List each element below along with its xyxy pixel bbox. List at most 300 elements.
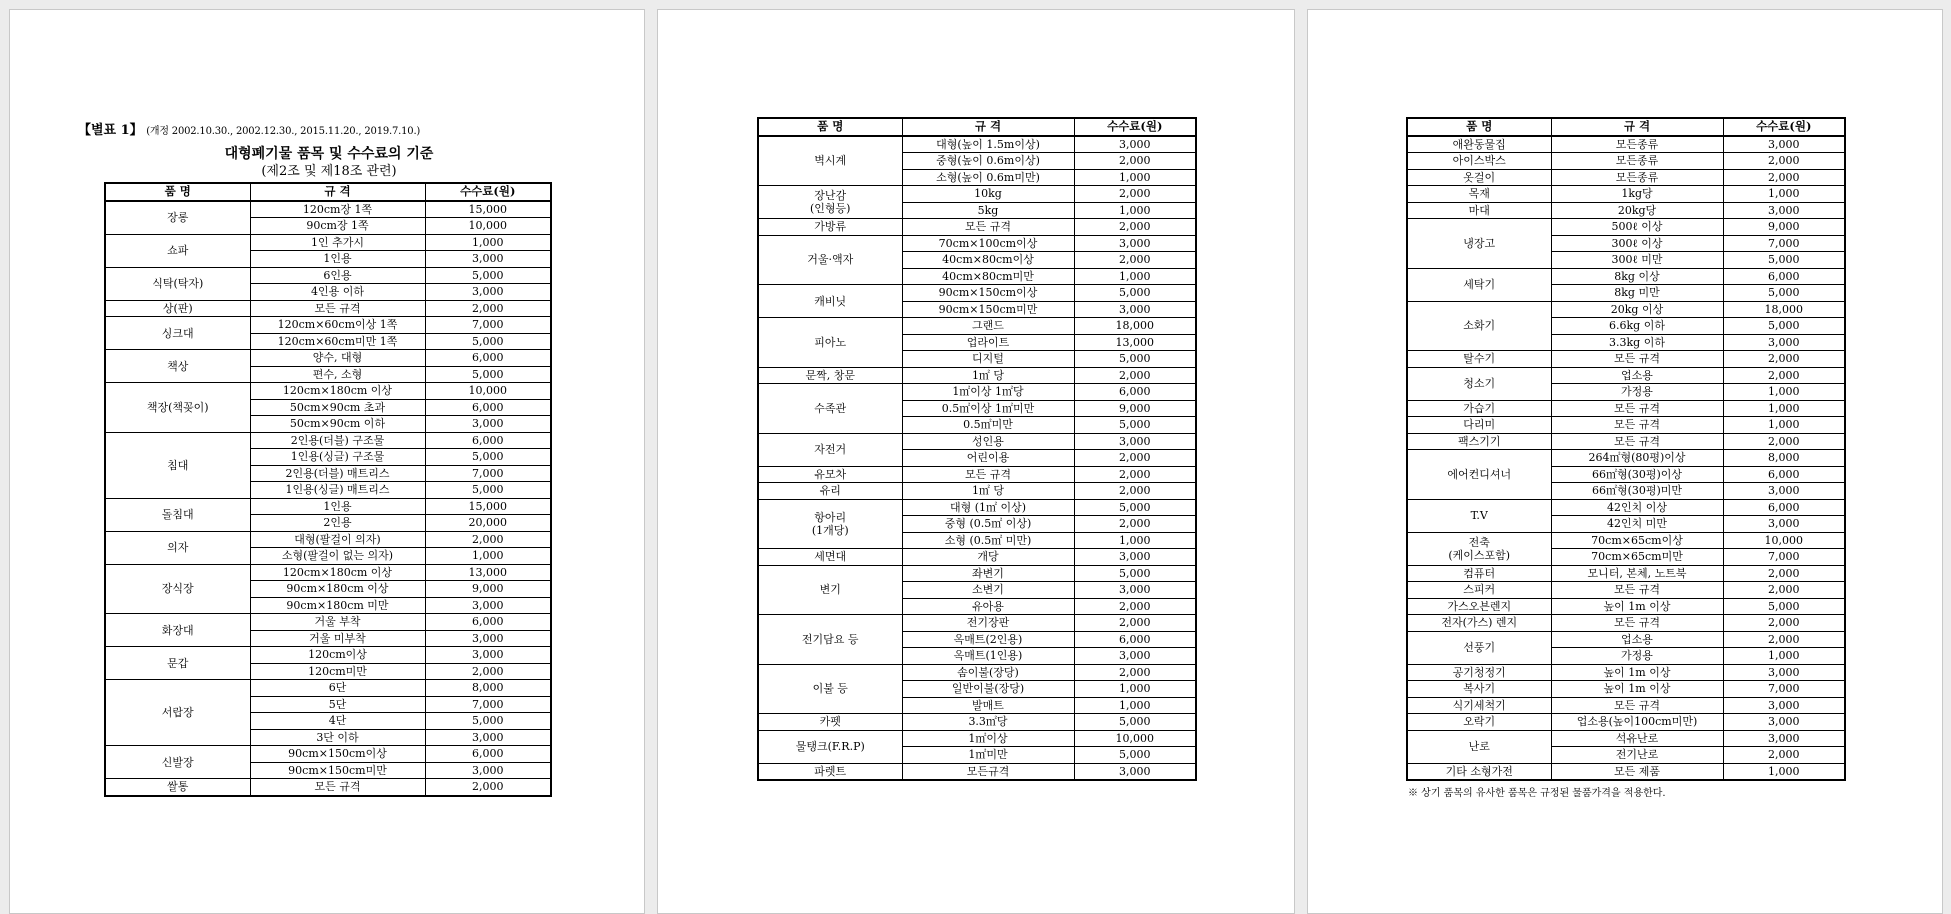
fee-cell: 8,000 (1723, 450, 1845, 467)
fee-cell: 6,000 (425, 432, 551, 449)
spec-cell: 42인치 이상 (1551, 499, 1723, 516)
table-row (1407, 268, 1845, 285)
spec-cell: 40cm×80cm이상 (902, 252, 1074, 269)
spec-cell: 66㎡형(30평)이상 (1551, 466, 1723, 483)
item-name-cell: 벽시계 (758, 136, 902, 186)
table-row (758, 318, 1196, 335)
fee-cell: 2,000 (1074, 664, 1196, 681)
document-page-3 (1307, 9, 1943, 914)
fee-cell: 5,000 (425, 267, 551, 284)
item-name-cell: 옷걸이 (1407, 169, 1551, 186)
table-row (105, 498, 551, 515)
fee-cell: 5,000 (1723, 252, 1845, 269)
fee-cell: 1,000 (1074, 202, 1196, 219)
fee-cell: 2,000 (425, 300, 551, 317)
table-row (1407, 219, 1845, 236)
spec-cell: 120cm미만 (250, 663, 425, 680)
fee-cell: 2,000 (1723, 582, 1845, 599)
table-row (1407, 499, 1845, 516)
header-item: 품 명 (1407, 118, 1551, 136)
document-subtitle: (제2조 및 제18조 관련) (261, 164, 397, 179)
spec-cell: 1㎡미만 (902, 747, 1074, 764)
spec-cell: 1인용(싱글) 매트리스 (250, 482, 425, 499)
fee-cell: 2,000 (425, 663, 551, 680)
table-row (758, 549, 1196, 566)
spec-cell: 70cm×65cm이상 (1551, 532, 1723, 549)
fee-cell: 3,000 (1723, 483, 1845, 500)
item-name-cell: 장롱 (105, 201, 250, 235)
spec-cell: 유아용 (902, 598, 1074, 615)
spec-cell: 모든 규격 (250, 300, 425, 317)
item-name-cell: 복사기 (1407, 681, 1551, 698)
table-row (1407, 367, 1845, 384)
spec-cell: 모든 규격 (1551, 351, 1723, 368)
table-header-row (758, 118, 1196, 136)
fee-cell: 5,000 (425, 449, 551, 466)
spec-cell: 모든 규격 (1551, 433, 1723, 450)
fee-cell: 2,000 (1074, 186, 1196, 203)
fee-cell: 2,000 (425, 531, 551, 548)
fee-cell: 5,000 (1723, 318, 1845, 335)
spec-cell: 1인용 (250, 251, 425, 268)
item-name-cell: 상(판) (105, 300, 250, 317)
fee-cell: 3,000 (425, 416, 551, 433)
fee-cell: 2,000 (425, 779, 551, 796)
document-page-1 (9, 9, 645, 914)
table-row (1407, 301, 1845, 318)
fee-cell: 1,000 (1723, 384, 1845, 401)
fee-cell: 8,000 (425, 680, 551, 697)
fee-cell: 9,000 (1074, 400, 1196, 417)
table-row (105, 267, 551, 284)
spec-cell: 모든종류 (1551, 136, 1723, 153)
item-name-cell: 신발장 (105, 746, 250, 779)
fee-cell: 10,000 (425, 383, 551, 400)
footnote: ※ 상기 품목의 유사한 품목은 규정된 물품가격을 적용한다. (1408, 788, 1666, 799)
table-row (758, 664, 1196, 681)
spec-cell: 성인용 (902, 433, 1074, 450)
item-name-cell: 탈수기 (1407, 351, 1551, 368)
spec-cell: 발매트 (902, 697, 1074, 714)
fee-cell: 6,000 (1723, 466, 1845, 483)
fee-cell: 6,000 (425, 399, 551, 416)
table-row (1407, 186, 1845, 203)
item-name-cell: 장난감 (인형등) (758, 186, 902, 219)
fee-cell: 5,000 (1074, 499, 1196, 516)
fee-cell: 10,000 (1723, 532, 1845, 549)
table-row (758, 615, 1196, 632)
fee-cell: 3,000 (1723, 730, 1845, 747)
fee-cell: 20,000 (425, 515, 551, 532)
spec-cell: 300ℓ 이상 (1551, 235, 1723, 252)
table-row (1407, 450, 1845, 467)
item-name-cell: 난로 (1407, 730, 1551, 763)
spec-cell: 6단 (250, 680, 425, 697)
spec-cell: 90cm×150cm이상 (250, 746, 425, 763)
table-row (1407, 153, 1845, 170)
spec-cell: 90cm×150cm미만 (250, 762, 425, 779)
spec-cell: 양수, 대형 (250, 350, 425, 367)
table-header-row (105, 183, 551, 201)
spec-cell: 264㎡형(80평)이상 (1551, 450, 1723, 467)
spec-cell: 1kg당 (1551, 186, 1723, 203)
fee-cell: 7,000 (1723, 681, 1845, 698)
spec-cell: 66㎡형(30평)미만 (1551, 483, 1723, 500)
spec-cell: 업소용 (1551, 367, 1723, 384)
item-name-cell: 돌침대 (105, 498, 250, 531)
table-row (1407, 136, 1845, 153)
spec-cell: 10kg (902, 186, 1074, 203)
table-row (1407, 169, 1845, 186)
fee-cell: 5,000 (1723, 285, 1845, 302)
header-item: 품 명 (105, 183, 250, 201)
item-name-cell: 문갑 (105, 647, 250, 680)
item-name-cell: 기타 소형가전 (1407, 763, 1551, 780)
fee-cell: 1,000 (1074, 169, 1196, 186)
fee-cell: 1,000 (425, 234, 551, 251)
spec-cell: 1㎡ 당 (902, 483, 1074, 500)
amendment-history: (개정 2002.10.30., 2002.12.30., 2015.11.20., 2019.7.10.) (146, 126, 421, 137)
table-row (758, 730, 1196, 747)
table-row (105, 317, 551, 334)
fee-cell: 7,000 (1723, 549, 1845, 566)
table-row (1407, 681, 1845, 698)
item-name-cell: 싱크대 (105, 317, 250, 350)
table-header-row (1407, 118, 1845, 136)
fee-cell: 15,000 (425, 498, 551, 515)
spec-cell: 90cm×150cm이상 (902, 285, 1074, 302)
item-name-cell: 전축 (케이스포함) (1407, 532, 1551, 565)
spec-cell: 0.5㎡미만 (902, 417, 1074, 434)
spec-cell: 120cm×180cm 이상 (250, 564, 425, 581)
spec-cell: 1㎡ 당 (902, 367, 1074, 384)
table-row (1407, 714, 1845, 731)
fee-cell: 7,000 (425, 317, 551, 334)
spec-cell: 옥매트(1인용) (902, 648, 1074, 665)
fee-cell: 10,000 (425, 218, 551, 235)
spec-cell: 70cm×100cm이상 (902, 235, 1074, 252)
spec-cell: 40cm×80cm미만 (902, 268, 1074, 285)
spec-cell: 90cm×180cm 이상 (250, 581, 425, 598)
fee-cell: 3,000 (1723, 516, 1845, 533)
item-name-cell: 책장(책꽂이) (105, 383, 250, 433)
spec-cell: 높이 1m 이상 (1551, 681, 1723, 698)
fee-cell: 2,000 (1723, 565, 1845, 582)
fee-table-2 (757, 117, 1197, 781)
table-row (105, 234, 551, 251)
fee-cell: 3,000 (1723, 664, 1845, 681)
fee-cell: 3,000 (425, 251, 551, 268)
spec-cell: 모니터, 본체, 노트북 (1551, 565, 1723, 582)
spec-cell: 2인용(더블) 매트리스 (250, 465, 425, 482)
table-row (105, 779, 551, 796)
spec-cell: 3단 이하 (250, 729, 425, 746)
table-row (1407, 615, 1845, 632)
item-name-cell: 스피커 (1407, 582, 1551, 599)
document-title: 대형폐기물 품목 및 수수료의 기준 (224, 146, 434, 162)
spec-cell: 8kg 이상 (1551, 268, 1723, 285)
item-name-cell: 다리미 (1407, 417, 1551, 434)
item-name-cell: 소화기 (1407, 301, 1551, 351)
spec-cell: 20kg 이상 (1551, 301, 1723, 318)
spec-cell: 2인용(더블) 구조물 (250, 432, 425, 449)
spec-cell: 90cm×150cm미만 (902, 301, 1074, 318)
fee-cell: 2,000 (1723, 169, 1845, 186)
item-name-cell: 가습기 (1407, 400, 1551, 417)
spec-cell: 70cm×65cm미만 (1551, 549, 1723, 566)
table-row (105, 350, 551, 367)
spec-cell: 모든규격 (902, 763, 1074, 780)
table-row (758, 483, 1196, 500)
fee-cell: 3,000 (1074, 235, 1196, 252)
fee-cell: 2,000 (1723, 615, 1845, 632)
item-name-cell: 서랍장 (105, 680, 250, 746)
spec-cell: 가정용 (1551, 384, 1723, 401)
fee-cell: 15,000 (425, 201, 551, 218)
fee-cell: 1,000 (1074, 681, 1196, 698)
fee-cell: 5,000 (425, 713, 551, 730)
fee-cell: 1,000 (425, 548, 551, 565)
fee-cell: 2,000 (1074, 450, 1196, 467)
table-row (105, 383, 551, 400)
item-name-cell: 애완동물집 (1407, 136, 1551, 153)
fee-cell: 2,000 (1074, 598, 1196, 615)
fee-cell: 3,000 (1074, 301, 1196, 318)
table-row (1407, 582, 1845, 599)
spec-cell: 솜이불(장당) (902, 664, 1074, 681)
fee-cell: 5,000 (1074, 417, 1196, 434)
spec-cell: 모든 규격 (902, 466, 1074, 483)
fee-cell: 5,000 (425, 366, 551, 383)
fee-cell: 6,000 (425, 746, 551, 763)
item-name-cell: 물탱크(F.R.P) (758, 730, 902, 763)
item-name-cell: 마대 (1407, 202, 1551, 219)
table-row (105, 746, 551, 763)
fee-cell: 3,000 (1074, 763, 1196, 780)
fee-cell: 2,000 (1074, 466, 1196, 483)
table-row (758, 285, 1196, 302)
spec-cell: 거울 부착 (250, 614, 425, 631)
spec-cell: 300ℓ 미만 (1551, 252, 1723, 269)
item-name-cell: 선풍기 (1407, 631, 1551, 664)
table-row (105, 680, 551, 697)
table-row (758, 219, 1196, 236)
spec-cell: 전기난로 (1551, 747, 1723, 764)
fee-cell: 1,000 (1723, 400, 1845, 417)
fee-cell: 10,000 (1074, 730, 1196, 747)
table-row (758, 186, 1196, 203)
fee-cell: 2,000 (1723, 747, 1845, 764)
item-name-cell: 가스오븐렌지 (1407, 598, 1551, 615)
fee-cell: 3,000 (425, 729, 551, 746)
spec-cell: 가정용 (1551, 648, 1723, 665)
fee-cell: 6,000 (425, 614, 551, 631)
item-name-cell: 피아노 (758, 318, 902, 368)
item-name-cell: 에어컨디셔너 (1407, 450, 1551, 500)
spec-cell: 업소용 (1551, 631, 1723, 648)
spec-cell: 5단 (250, 696, 425, 713)
spec-cell: 대형(높이 1.5m이상) (902, 136, 1074, 153)
spec-cell: 높이 1m 이상 (1551, 664, 1723, 681)
fee-cell: 5,000 (1074, 747, 1196, 764)
appendix-header (78, 119, 420, 138)
table-row (758, 384, 1196, 401)
table-row (1407, 433, 1845, 450)
fee-cell: 5,000 (1723, 598, 1845, 615)
item-name-cell: 공기청정기 (1407, 664, 1551, 681)
fee-cell: 3,000 (1074, 136, 1196, 153)
spec-cell: 20kg당 (1551, 202, 1723, 219)
fee-cell: 1,000 (1074, 532, 1196, 549)
fee-cell: 5,000 (1074, 351, 1196, 368)
fee-cell: 6,000 (1074, 631, 1196, 648)
spec-cell: 1㎡이상 1㎡당 (902, 384, 1074, 401)
fee-cell: 3,000 (1723, 136, 1845, 153)
fee-cell: 2,000 (1723, 351, 1845, 368)
table-row (758, 235, 1196, 252)
item-name-cell: 전자(가스) 렌지 (1407, 615, 1551, 632)
item-name-cell: 컴퓨터 (1407, 565, 1551, 582)
fee-table-1 (104, 182, 552, 797)
item-name-cell: 세탁기 (1407, 268, 1551, 301)
spec-cell: 2인용 (250, 515, 425, 532)
fee-cell: 6,000 (1723, 499, 1845, 516)
fee-cell: 5,000 (425, 482, 551, 499)
spec-cell: 편수, 소형 (250, 366, 425, 383)
spec-cell: 500ℓ 이상 (1551, 219, 1723, 236)
item-name-cell: 냉장고 (1407, 219, 1551, 269)
fee-cell: 3,000 (1723, 697, 1845, 714)
fee-cell: 1,000 (1723, 186, 1845, 203)
item-name-cell: 자전거 (758, 433, 902, 466)
header-fee: 수수료(원) (425, 183, 551, 201)
fee-cell: 3,000 (1074, 582, 1196, 599)
item-name-cell: 화장대 (105, 614, 250, 647)
header-spec: 규 격 (250, 183, 425, 201)
spec-cell: 1㎡이상 (902, 730, 1074, 747)
spec-cell: 소형(팔걸이 없는 의자) (250, 548, 425, 565)
item-name-cell: 유리 (758, 483, 902, 500)
header-spec: 규 격 (1551, 118, 1723, 136)
table-row (1407, 202, 1845, 219)
table-row (758, 565, 1196, 582)
fee-cell: 7,000 (425, 696, 551, 713)
fee-cell: 6,000 (425, 350, 551, 367)
document-page-2 (657, 9, 1295, 914)
fee-cell: 2,000 (1074, 252, 1196, 269)
spec-cell: 일반이불(장당) (902, 681, 1074, 698)
item-name-cell: 목재 (1407, 186, 1551, 203)
fee-cell: 3,000 (1074, 433, 1196, 450)
table-row (758, 367, 1196, 384)
table-row (1407, 598, 1845, 615)
spec-cell: 모든종류 (1551, 153, 1723, 170)
spec-cell: 4인용 이하 (250, 284, 425, 301)
item-name-cell: 거울·액자 (758, 235, 902, 285)
fee-cell: 13,000 (1074, 334, 1196, 351)
spec-cell: 석유난로 (1551, 730, 1723, 747)
spec-cell: 모든 규격 (1551, 417, 1723, 434)
spec-cell: 90cm장 1쪽 (250, 218, 425, 235)
spec-cell: 모든 규격 (1551, 615, 1723, 632)
table-row (1407, 400, 1845, 417)
fee-cell: 5,000 (1074, 285, 1196, 302)
fee-cell: 9,000 (1723, 219, 1845, 236)
item-name-cell: 파렛트 (758, 763, 902, 780)
item-name-cell: 변기 (758, 565, 902, 615)
spec-cell: 6인용 (250, 267, 425, 284)
spec-cell: 120cm×60cm이상 1쪽 (250, 317, 425, 334)
spec-cell: 대형 (1㎡ 이상) (902, 499, 1074, 516)
item-name-cell: 유모차 (758, 466, 902, 483)
item-name-cell: 식탁(탁자) (105, 267, 250, 300)
spec-cell: 소변기 (902, 582, 1074, 599)
spec-cell: 업라이트 (902, 334, 1074, 351)
fee-cell: 1,000 (1723, 763, 1845, 780)
spec-cell: 120cm×60cm미만 1쪽 (250, 333, 425, 350)
fee-cell: 2,000 (1074, 153, 1196, 170)
fee-cell: 2,000 (1074, 483, 1196, 500)
spec-cell: 그랜드 (902, 318, 1074, 335)
item-name-cell: 침대 (105, 432, 250, 498)
table-row (1407, 664, 1845, 681)
fee-cell: 13,000 (425, 564, 551, 581)
fee-cell: 6,000 (1723, 268, 1845, 285)
spec-cell: 모든종류 (1551, 169, 1723, 186)
fee-cell: 2,000 (1723, 433, 1845, 450)
table-row (1407, 351, 1845, 368)
spec-cell: 모든 규격 (902, 219, 1074, 236)
fee-cell: 3,000 (1723, 714, 1845, 731)
spec-cell: 높이 1m 이상 (1551, 598, 1723, 615)
fee-cell: 2,000 (1723, 631, 1845, 648)
spec-cell: 1인용 (250, 498, 425, 515)
spec-cell: 모든 규격 (1551, 400, 1723, 417)
item-name-cell: 전기담요 등 (758, 615, 902, 665)
item-name-cell: 아이스박스 (1407, 153, 1551, 170)
spec-cell: 모든 규격 (250, 779, 425, 796)
table-row (758, 714, 1196, 731)
fee-cell: 5,000 (425, 333, 551, 350)
fee-cell: 18,000 (1074, 318, 1196, 335)
fee-cell: 3,000 (1074, 648, 1196, 665)
item-name-cell: 오락기 (1407, 714, 1551, 731)
spec-cell: 대형(팔걸이 의자) (250, 531, 425, 548)
table-row (105, 531, 551, 548)
spec-cell: 전기장판 (902, 615, 1074, 632)
spec-cell: 42인치 미만 (1551, 516, 1723, 533)
table-row (758, 499, 1196, 516)
item-name-cell: 의자 (105, 531, 250, 564)
spec-cell: 옥매트(2인용) (902, 631, 1074, 648)
fee-cell: 3,000 (425, 762, 551, 779)
fee-cell: 6,000 (1074, 384, 1196, 401)
spec-cell: 1인 추가시 (250, 234, 425, 251)
item-name-cell: T.V (1407, 499, 1551, 532)
table-row (1407, 763, 1845, 780)
fee-cell: 3,000 (425, 284, 551, 301)
item-name-cell: 캐비닛 (758, 285, 902, 318)
table-row (1407, 697, 1845, 714)
fee-cell: 18,000 (1723, 301, 1845, 318)
fee-cell: 3,000 (1723, 202, 1845, 219)
item-name-cell: 수족관 (758, 384, 902, 434)
table-row (105, 647, 551, 664)
fee-cell: 2,000 (1074, 367, 1196, 384)
table-row (758, 763, 1196, 780)
item-name-cell: 항아리 (1개당) (758, 499, 902, 549)
spec-cell: 좌변기 (902, 565, 1074, 582)
